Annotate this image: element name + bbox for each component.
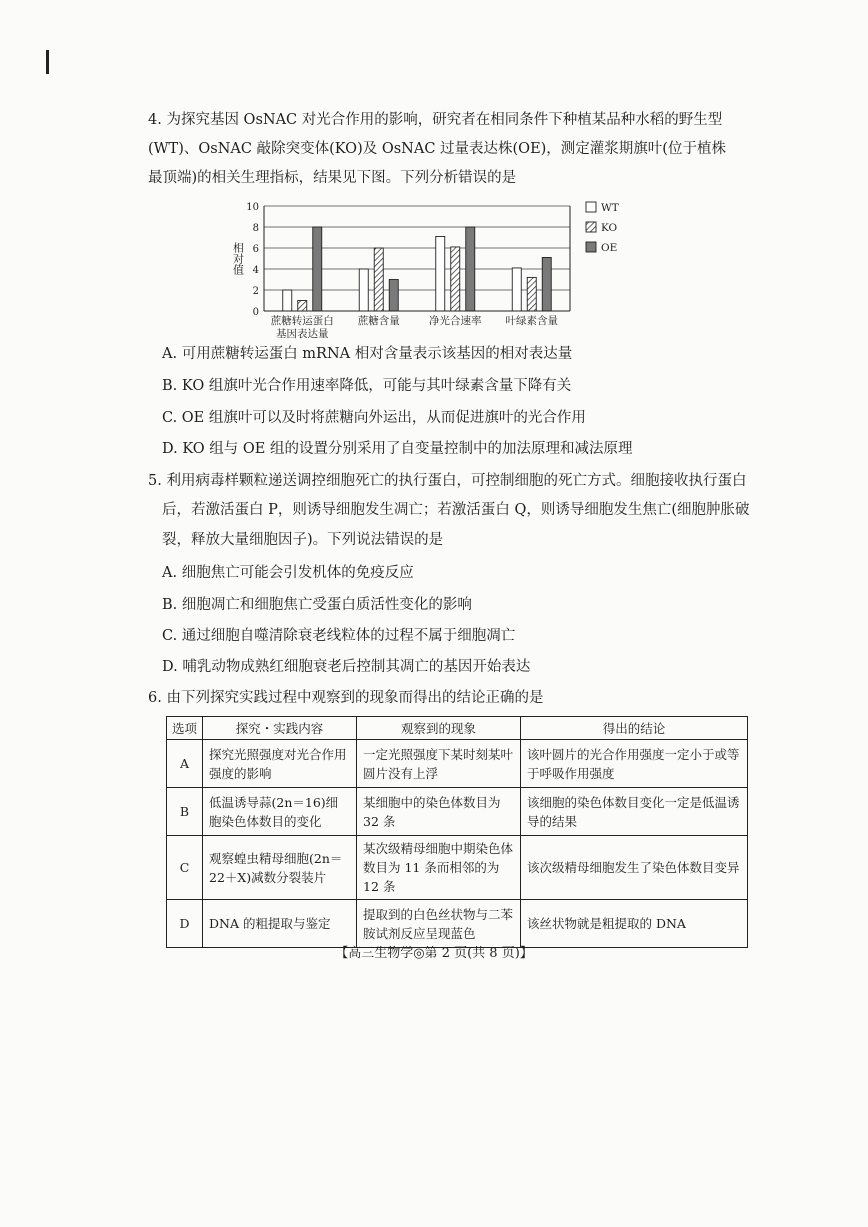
header-option: 选项 xyxy=(167,717,203,740)
row-conclusion: 该次级精母细胞发生了染色体数目变异 xyxy=(521,836,748,900)
x-tick-label: 基因表达量 xyxy=(276,328,329,340)
row-option: B xyxy=(167,788,203,836)
legend-swatch xyxy=(586,222,596,232)
row-conclusion: 该丝状物就是粗提取的 DNA xyxy=(521,900,748,948)
row-option: C xyxy=(167,836,203,900)
header-content: 探究・实践内容 xyxy=(203,717,357,740)
bar-ko xyxy=(374,248,383,311)
q5-stem-line-1: 5. 利用病毒样颗粒递送调控细胞死亡的执行蛋白，可控制细胞的死亡方式。细胞接收执行蛋白 xyxy=(148,473,747,489)
bar-ko xyxy=(298,301,307,312)
q4-stem-line-1: 4. 为探究基因 OsNAC 对光合作用的影响，研究者在相同条件下种植某品种水稻的野生型 xyxy=(148,112,723,128)
scan-edge-mark xyxy=(46,50,49,74)
legend-label: KO xyxy=(601,222,618,234)
bar-wt xyxy=(512,268,521,311)
header-conclusion: 得出的结论 xyxy=(521,717,748,740)
y-tick-label: 4 xyxy=(252,265,259,276)
q4-bar-chart xyxy=(224,196,644,344)
row-content: 探究光照强度对光合作用强度的影响 xyxy=(203,740,357,788)
bar-oe xyxy=(542,257,551,311)
row-observed: 某次级精母细胞中期染色体数目为 11 条而相邻的为 12 条 xyxy=(357,836,521,900)
y-tick-label: 2 xyxy=(252,286,259,297)
legend-label: OE xyxy=(601,242,618,254)
q4-option-c: C. OE 组旗叶可以及时将蔗糖向外运出，从而促进旗叶的光合作用 xyxy=(162,410,586,426)
bar-oe xyxy=(313,227,322,311)
x-tick-label: 蔗糖含量 xyxy=(357,315,400,327)
chart-grid xyxy=(264,206,570,311)
row-observed: 一定光照强度下某时刻某叶圆片没有上浮 xyxy=(357,740,521,788)
q4-option-b: B. KO 组旗叶光合作用速率降低，可能与其叶绿素含量下降有关 xyxy=(162,378,572,394)
x-tick-label: 叶绿素含量 xyxy=(505,315,558,327)
row-option: D xyxy=(167,900,203,948)
table-row xyxy=(167,836,748,900)
x-tick-label: 蔗糖转运蛋白 xyxy=(270,315,334,327)
chart-labels xyxy=(232,202,559,340)
q4-option-d: D. KO 组与 OE 组的设置分别采用了自变量控制中的加法原理和减法原理 xyxy=(162,441,633,457)
q5-option-c: C. 通过细胞自噬清除衰老线粒体的过程不属于细胞凋亡 xyxy=(162,628,516,644)
row-conclusion: 该叶圆片的光合作用强度一定小于或等于呼吸作用强度 xyxy=(521,740,748,788)
legend-label: WT xyxy=(601,202,619,214)
x-tick-label: 净光合速率 xyxy=(429,315,482,327)
row-conclusion: 该细胞的染色体数目变化一定是低温诱导的结果 xyxy=(521,788,748,836)
row-content: 观察蝗虫精母细胞(2n＝22＋X)减数分裂装片 xyxy=(203,836,357,900)
header-observed: 观察到的现象 xyxy=(357,717,521,740)
bar-ko xyxy=(527,277,536,311)
q5-stem-line-2: 后，若激活蛋白 P，则诱导细胞发生凋亡；若激活蛋白 Q，则诱导细胞发生焦亡(细胞肿胀破 xyxy=(162,502,750,518)
row-observed: 提取到的白色丝状物与二苯胺试剂反应呈现蓝色 xyxy=(357,900,521,948)
q4-option-a: A. 可用蔗糖转运蛋白 mRNA 相对含量表示该基因的相对表达量 xyxy=(162,346,573,362)
table-row xyxy=(167,900,748,948)
y-tick-label: 0 xyxy=(252,307,259,318)
y-tick-label: 8 xyxy=(252,223,259,234)
bar-oe xyxy=(466,227,475,311)
q4-stem-line-3: 最顶端)的相关生理指标，结果见下图。下列分析错误的是 xyxy=(148,170,517,186)
row-content: 低温诱导蒜(2n＝16)细胞染色体数目的变化 xyxy=(203,788,357,836)
q5-option-d: D. 哺乳动物成熟红细胞衰老后控制其凋亡的基因开始表达 xyxy=(162,659,531,675)
row-observed: 某细胞中的染色体数目为 32 条 xyxy=(357,788,521,836)
q5-stem-line-3: 裂，释放大量细胞因子)。下列说法错误的是 xyxy=(162,532,444,548)
table-row xyxy=(167,788,748,836)
chart-legend xyxy=(586,202,619,254)
y-tick-label: 6 xyxy=(252,244,259,255)
page-footer: 【高三生物学◎第 2 页(共 8 页)】 xyxy=(335,946,533,961)
q6-stem: 6. 由下列探究实践过程中观察到的现象而得出的结论正确的是 xyxy=(148,690,544,706)
bar-wt xyxy=(359,269,368,311)
legend-swatch xyxy=(586,242,596,252)
bar-wt xyxy=(436,236,445,311)
bar-oe xyxy=(389,280,398,312)
q5-option-a: A. 细胞焦亡可能会引发机体的免疫反应 xyxy=(162,565,414,581)
q5-option-b: B. 细胞凋亡和细胞焦亡受蛋白质活性变化的影响 xyxy=(162,597,472,613)
bar-ko xyxy=(451,247,460,311)
row-content: DNA 的粗提取与鉴定 xyxy=(203,900,357,948)
y-tick-label: 10 xyxy=(246,202,259,213)
y-axis-label: 相对值 xyxy=(231,242,245,275)
legend-swatch xyxy=(586,202,596,212)
table-row xyxy=(167,740,748,788)
bar-wt xyxy=(283,290,292,311)
q6-table xyxy=(166,716,748,948)
q6-table-header xyxy=(167,717,748,740)
row-option: A xyxy=(167,740,203,788)
chart-axes xyxy=(264,206,570,311)
q4-stem-line-2: (WT)、OsNAC 敲除突变体(KO)及 OsNAC 过量表达株(OE)，测定灌浆期旗叶(位于植株 xyxy=(148,141,726,157)
